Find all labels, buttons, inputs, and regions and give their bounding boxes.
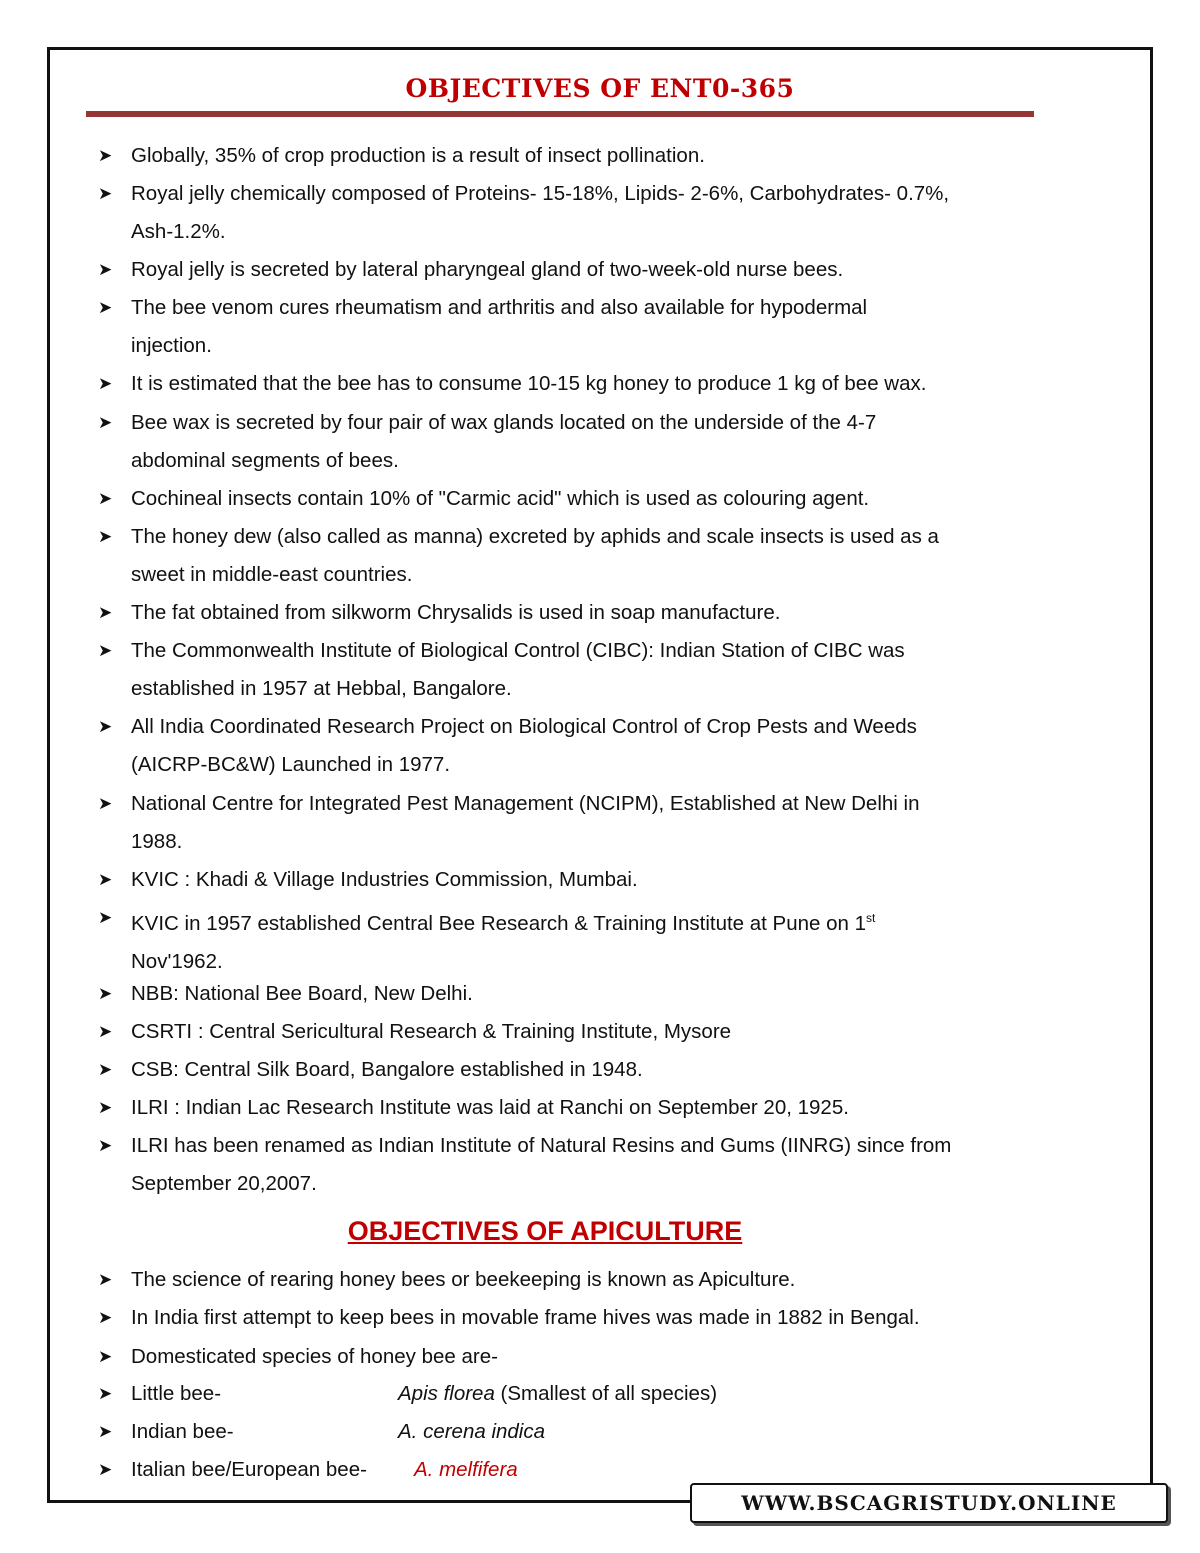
bullet-arrow-icon: ➤: [98, 298, 113, 317]
bullet-arrow-icon: ➤: [98, 908, 113, 927]
list-item-line: (AICRP-BC&W) Launched in 1977.: [131, 753, 451, 776]
bullet-arrow-icon: ➤: [98, 146, 113, 165]
website-stamp[interactable]: WWW.BSCAGRISTUDY.ONLINE: [690, 1483, 1168, 1523]
list-item: [98, 480, 1048, 518]
heading-rule: [86, 111, 1034, 117]
list-item: [98, 899, 1048, 981]
species-common-name: Little bee-: [131, 1382, 222, 1405]
list-item-line: National Centre for Integrated Pest Management (NCIPM), Established at New Delhi in: [131, 792, 920, 815]
list-item: [98, 289, 1048, 365]
list-item-line: The science of rearing honey bees or beekeeping is known as Apiculture.: [131, 1268, 796, 1291]
bullet-arrow-icon: ➤: [98, 717, 113, 736]
list-item: [98, 708, 1048, 784]
bullet-arrow-icon: ➤: [98, 1136, 113, 1155]
page-border-bottom: [47, 1500, 690, 1503]
species-note: (Smallest of all species): [494, 1382, 718, 1405]
bullet-arrow-icon: ➤: [98, 1308, 113, 1327]
list-item-line: September 20,2007.: [131, 1172, 317, 1195]
species-item: [98, 1375, 1048, 1413]
list-item-line: Cochineal insects contain 10% of "Carmic acid" which is used as colouring agent.: [131, 487, 870, 510]
list-item: [98, 137, 1048, 175]
species-item: [98, 1413, 1048, 1451]
list-item: [98, 365, 1048, 403]
list-item-line: CSRTI : Central Sericultural Research & Training Institute, Mysore: [131, 1020, 732, 1043]
species-scientific-name: Apis florea: [398, 1382, 495, 1405]
list-item-line: Nov'1962.: [131, 949, 223, 973]
bullet-arrow-icon: ➤: [98, 1060, 113, 1079]
list-item-line: In India first attempt to keep bees in movable frame hives was made in 1882 in Bengal.: [131, 1306, 920, 1329]
bullet-arrow-icon: ➤: [98, 184, 113, 203]
bullet-arrow-icon: ➤: [98, 794, 113, 813]
list-item-line: The Commonwealth Institute of Biological Control (CIBC): Indian Station of CIBC was: [131, 639, 905, 662]
bullet-arrow-icon: ➤: [98, 1270, 113, 1289]
bullet-arrow-icon: ➤: [98, 489, 113, 508]
list-item-line: Bee wax is secreted by four pair of wax glands located on the underside of the 4-7: [131, 411, 877, 434]
species-common-name: Italian bee/European bee-: [131, 1458, 367, 1481]
list-item-line: CSB: Central Silk Board, Bangalore established in 1948.: [131, 1058, 643, 1081]
bullet-arrow-icon: ➤: [98, 374, 113, 393]
list-item-line: KVIC : Khadi & Village Industries Commission, Mumbai.: [131, 868, 638, 891]
list-item: [98, 251, 1048, 289]
list-item-line: The bee venom cures rheumatism and arthritis and also available for hypodermal: [131, 296, 868, 319]
list-item-line: Globally, 35% of crop production is a result of insect pollination.: [131, 144, 705, 167]
list-item-line: 1988.: [131, 830, 183, 853]
list-item: [98, 861, 1048, 899]
list-item-line: NBB: National Bee Board, New Delhi.: [131, 982, 473, 1005]
list-item-line: Royal jelly chemically composed of Proteins- 15-18%, Lipids- 2-6%, Carbohydrates- 0.7%,: [131, 182, 950, 205]
bullet-arrow-icon: ➤: [98, 870, 113, 889]
list-item-line: Royal jelly is secreted by lateral pharyngeal gland of two-week-old nurse bees.: [131, 258, 844, 281]
list-item: [98, 404, 1048, 480]
bullet-arrow-icon: ➤: [98, 413, 113, 432]
list-item-line: The fat obtained from silkworm Chrysalids is used in soap manufacture.: [131, 601, 781, 624]
bullet-arrow-icon: ➤: [98, 1347, 113, 1366]
bullet-arrow-icon: ➤: [98, 1098, 113, 1117]
list-item: [98, 785, 1048, 861]
list-item-line: KVIC in 1957 established Central Bee Research & Training Institute at Pune on 1st: [131, 911, 876, 935]
bullet-arrow-icon: ➤: [98, 641, 113, 660]
bullet-arrow-icon: ➤: [98, 1022, 113, 1041]
species-scientific-name: A. cerena indica: [398, 1420, 546, 1443]
species-common-name: Indian bee-: [131, 1420, 234, 1443]
list-item-line: Ash-1.2%.: [131, 220, 226, 243]
list-item-line: Domesticated species of honey bee are-: [131, 1345, 498, 1368]
list-item-line: established in 1957 at Hebbal, Bangalore.: [131, 677, 512, 700]
list-item-line: ILRI has been renamed as Indian Institute of Natural Resins and Gums (IINRG) since from: [131, 1134, 952, 1157]
list-item-line: ILRI : Indian Lac Research Institute was laid at Ranchi on September 20, 1925.: [131, 1096, 849, 1119]
bullet-arrow-icon: ➤: [98, 260, 113, 279]
list-item: [98, 175, 1048, 251]
bullet-arrow-icon: ➤: [98, 603, 113, 622]
list-item: [98, 975, 1048, 1013]
bullet-arrow-icon: ➤: [98, 1422, 113, 1441]
list-item: [98, 1261, 1048, 1299]
bullet-arrow-icon: ➤: [98, 984, 113, 1003]
bullet-arrow-icon: ➤: [98, 527, 113, 546]
list-item-line: All India Coordinated Research Project on Biological Control of Crop Pests and Weeds: [131, 715, 917, 738]
list-item: [98, 1338, 1048, 1376]
list-item-line: The honey dew (also called as manna) excreted by aphids and scale insects is used as a: [131, 525, 939, 548]
species-scientific-name: A. melfifera: [414, 1458, 518, 1481]
list-item: [98, 1013, 1048, 1051]
list-item: [98, 1051, 1048, 1089]
list-item-line: sweet in middle-east countries.: [131, 563, 413, 586]
list-item-line: It is estimated that the bee has to consume 10-15 kg honey to produce 1 kg of bee wax.: [131, 372, 927, 395]
list-item: [98, 594, 1048, 632]
superscript: st: [866, 911, 876, 925]
bullet-arrow-icon: ➤: [98, 1384, 113, 1403]
list-item: [98, 518, 1048, 594]
bullet-arrow-icon: ➤: [98, 1460, 113, 1479]
list-item-line: abdominal segments of bees.: [131, 449, 399, 472]
list-item: [98, 1299, 1048, 1337]
list-item: [98, 1127, 1048, 1203]
list-item-line: injection.: [131, 334, 212, 357]
list-item: [98, 632, 1048, 708]
main-heading: OBJECTIVES OF ENT0-365: [405, 74, 795, 103]
list-item: [98, 1089, 1048, 1127]
apiculture-heading: OBJECTIVES OF APICULTURE: [347, 1216, 743, 1246]
